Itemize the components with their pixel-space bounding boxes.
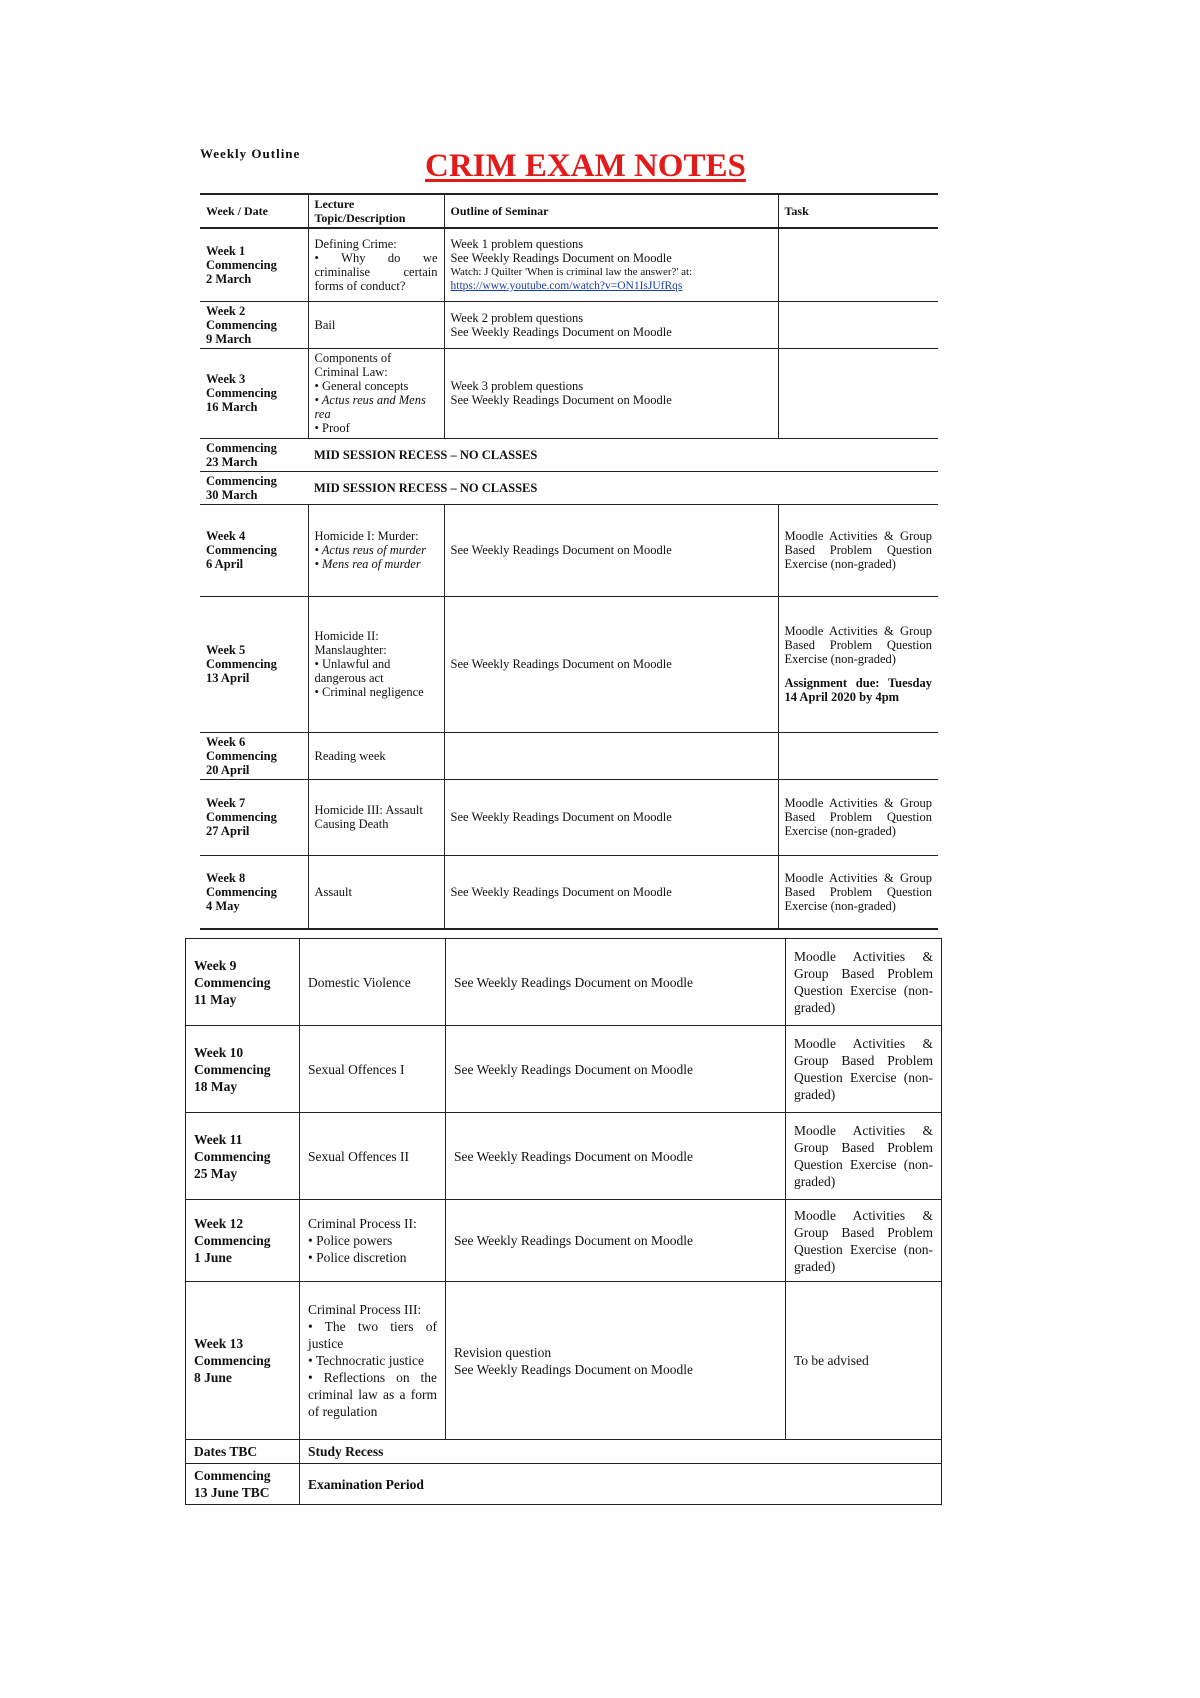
table-row bbox=[186, 1282, 942, 1440]
schedule-table-part1 bbox=[200, 193, 938, 930]
lecture-cell bbox=[300, 1200, 446, 1282]
commencing-label: Commencing bbox=[206, 473, 277, 488]
week-date: 16 March bbox=[206, 400, 258, 414]
lecture-line: Homicide I: Murder: bbox=[314, 529, 419, 543]
week-date: 20 April bbox=[206, 762, 250, 777]
lecture-line: • Police discretion bbox=[308, 1250, 407, 1265]
lecture-line: Homicide II: Manslaughter: bbox=[314, 629, 387, 657]
seminar-line: Revision question bbox=[454, 1344, 552, 1360]
commencing-label: Commencing bbox=[194, 1233, 271, 1248]
seminar-line: Week 1 problem questions bbox=[450, 236, 584, 251]
commencing-label: Commencing bbox=[206, 257, 277, 272]
week-cell bbox=[200, 779, 308, 855]
lecture-line: • The two tiers of justice bbox=[308, 1319, 437, 1351]
week-cell bbox=[200, 596, 308, 732]
task-cell: To be advised bbox=[786, 1282, 942, 1440]
seminar-cell: See Weekly Readings Document on Moodle bbox=[446, 1026, 786, 1113]
week-date: 18 May bbox=[194, 1078, 238, 1094]
lecture-line: Criminal Process III: bbox=[308, 1302, 422, 1317]
assignment-due: Assignment due: Tuesday 14 April 2020 by 4pm bbox=[784, 676, 932, 704]
column-header: Task bbox=[778, 194, 938, 228]
week-date: 25 May bbox=[194, 1165, 238, 1181]
examination-period-note: Examination Period bbox=[300, 1464, 942, 1505]
week-date: 11 May bbox=[194, 991, 237, 1007]
seminar-cell: See Weekly Readings Document on Moodle bbox=[444, 596, 778, 732]
week-label: Week 6 bbox=[206, 734, 246, 749]
lecture-line: • Police powers bbox=[308, 1233, 393, 1248]
week-cell bbox=[186, 1026, 300, 1113]
lecture-cell bbox=[308, 504, 444, 596]
page-title: CRIM EXAM NOTES bbox=[425, 148, 746, 184]
task-cell: Moodle Activities & Group Based Problem Question Exercise (non-graded) bbox=[778, 504, 938, 596]
seminar-line: See Weekly Readings Document on Moodle bbox=[450, 250, 672, 265]
week-label: Week 8 bbox=[206, 870, 246, 885]
commencing-label: Commencing bbox=[206, 440, 277, 455]
week-label: Week 9 bbox=[194, 957, 237, 973]
task-cell: Moodle Activities & Group Based Problem Question Exercise (non-graded) bbox=[786, 1026, 942, 1113]
seminar-line: Week 2 problem questions bbox=[450, 310, 584, 325]
week-label: Week 10 bbox=[194, 1044, 244, 1060]
week-cell bbox=[200, 471, 308, 504]
lecture-line: • Why do we criminalise certain forms of conduct? bbox=[314, 250, 438, 293]
week-cell bbox=[186, 939, 300, 1026]
week-cell bbox=[200, 228, 308, 301]
week-date: 23 March bbox=[206, 454, 258, 469]
week-label: Week 13 bbox=[194, 1336, 244, 1351]
commencing-label: Commencing bbox=[206, 317, 277, 332]
week-cell: Dates TBC bbox=[186, 1440, 300, 1464]
task-cell bbox=[778, 348, 938, 438]
lecture-cell bbox=[308, 348, 444, 438]
study-recess-note: Study Recess bbox=[300, 1440, 942, 1464]
lecture-cell bbox=[308, 228, 444, 301]
week-label: Week 12 bbox=[194, 1216, 244, 1231]
commencing-label: Commencing bbox=[194, 1468, 271, 1483]
week-label: Week 5 bbox=[206, 643, 246, 657]
commencing-label: Commencing bbox=[206, 810, 277, 824]
column-header: Lecture Topic/Description bbox=[308, 194, 444, 228]
table-row bbox=[186, 1026, 942, 1113]
seminar-cell: See Weekly Readings Document on Moodle bbox=[444, 855, 778, 929]
task-cell: Moodle Activities & Group Based Problem Question Exercise (non-graded) bbox=[786, 1113, 942, 1200]
lecture-line: Components of Criminal Law: bbox=[314, 351, 392, 379]
seminar-line: See Weekly Readings Document on Moodle bbox=[454, 1361, 693, 1377]
table-row bbox=[200, 438, 938, 471]
lecture-line: Criminal Process II: bbox=[308, 1216, 417, 1231]
table-row bbox=[200, 596, 938, 732]
schedule-table-part2 bbox=[185, 938, 942, 1505]
task-cell bbox=[778, 732, 938, 779]
task-cell: Moodle Activities & Group Based Problem Question Exercise (non-graded) bbox=[778, 855, 938, 929]
commencing-label: Commencing bbox=[194, 974, 271, 990]
lecture-line: • Actus reus and Mens rea bbox=[314, 393, 426, 421]
week-date: 8 June bbox=[194, 1370, 232, 1385]
seminar-cell: See Weekly Readings Document on Moodle bbox=[446, 1200, 786, 1282]
lecture-cell: Bail bbox=[308, 301, 444, 348]
table-row bbox=[200, 228, 938, 301]
column-header: Outline of Seminar bbox=[444, 194, 778, 228]
commencing-label: Commencing bbox=[194, 1061, 271, 1077]
table-row bbox=[186, 1464, 942, 1505]
lecture-line: • Technocratic justice bbox=[308, 1353, 424, 1368]
lecture-line: • Unlawful and dangerous act bbox=[314, 657, 391, 685]
lecture-cell: Sexual Offences II bbox=[300, 1113, 446, 1200]
lecture-cell: Domestic Violence bbox=[300, 939, 446, 1026]
table-header-row bbox=[200, 194, 938, 228]
week-cell bbox=[200, 732, 308, 779]
task-cell bbox=[778, 596, 938, 732]
task-cell bbox=[778, 301, 938, 348]
week-cell bbox=[200, 855, 308, 929]
task-cell bbox=[778, 228, 938, 301]
seminar-line: Watch: J Quilter 'When is criminal law the answer?' at: bbox=[450, 265, 693, 278]
week-date: 13 June TBC bbox=[194, 1485, 270, 1500]
task-cell: Moodle Activities & Group Based Problem Question Exercise (non-graded) bbox=[778, 779, 938, 855]
week-date: 4 May bbox=[206, 898, 240, 913]
week-cell bbox=[200, 438, 308, 471]
seminar-cell: See Weekly Readings Document on Moodle bbox=[444, 779, 778, 855]
youtube-link[interactable]: https://www.youtube.com/watch?v=ON1IsJUfRqs bbox=[450, 279, 683, 292]
commencing-label: Commencing bbox=[206, 386, 277, 400]
lecture-cell bbox=[308, 596, 444, 732]
week-cell bbox=[200, 301, 308, 348]
seminar-cell: See Weekly Readings Document on Moodle bbox=[446, 1113, 786, 1200]
commencing-label: Commencing bbox=[206, 657, 277, 671]
week-label: Week 11 bbox=[194, 1131, 243, 1147]
task-cell: Moodle Activities & Group Based Problem Question Exercise (non-graded) bbox=[786, 1200, 942, 1282]
seminar-cell bbox=[444, 348, 778, 438]
lecture-cell: Sexual Offences I bbox=[300, 1026, 446, 1113]
week-cell bbox=[186, 1282, 300, 1440]
seminar-cell bbox=[446, 1282, 786, 1440]
week-cell bbox=[186, 1113, 300, 1200]
week-label: Week 1 bbox=[206, 243, 246, 258]
seminar-cell: See Weekly Readings Document on Moodle bbox=[444, 504, 778, 596]
lecture-cell: Reading week bbox=[308, 732, 444, 779]
commencing-label: Commencing bbox=[206, 748, 277, 763]
week-date: 2 March bbox=[206, 271, 252, 286]
table-row bbox=[200, 779, 938, 855]
commencing-label: Commencing bbox=[194, 1148, 271, 1164]
table-row bbox=[200, 732, 938, 779]
table-row bbox=[200, 348, 938, 438]
lecture-line: • Proof bbox=[314, 421, 350, 435]
table-row bbox=[200, 301, 938, 348]
week-label: Week 2 bbox=[206, 303, 246, 318]
week-date: 6 April bbox=[206, 557, 244, 571]
table-row bbox=[200, 471, 938, 504]
week-cell bbox=[200, 504, 308, 596]
table-row bbox=[186, 1113, 942, 1200]
lecture-line: • General concepts bbox=[314, 379, 409, 393]
task-cell: Moodle Activities & Group Based Problem Question Exercise (non-graded) bbox=[786, 939, 942, 1026]
commencing-label: Commencing bbox=[206, 884, 277, 899]
lecture-line: • Criminal negligence bbox=[314, 685, 424, 699]
seminar-line: See Weekly Readings Document on Moodle bbox=[450, 393, 672, 407]
lecture-line: • Actus reus of murder bbox=[314, 543, 427, 557]
week-cell bbox=[200, 348, 308, 438]
week-label: Week 4 bbox=[206, 529, 246, 543]
week-date: 30 March bbox=[206, 487, 258, 502]
seminar-line: See Weekly Readings Document on Moodle bbox=[450, 324, 672, 339]
week-cell bbox=[186, 1464, 300, 1505]
week-date: 27 April bbox=[206, 824, 250, 838]
week-date: 9 March bbox=[206, 331, 252, 346]
seminar-cell: See Weekly Readings Document on Moodle bbox=[446, 939, 786, 1026]
table-row bbox=[200, 504, 938, 596]
table-row bbox=[200, 855, 938, 929]
weekly-outline-label: Weekly Outline bbox=[200, 146, 301, 161]
recess-note: MID SESSION RECESS – NO CLASSES bbox=[308, 471, 938, 504]
table-row bbox=[186, 1440, 942, 1464]
column-header: Week / Date bbox=[200, 194, 308, 228]
recess-note: MID SESSION RECESS – NO CLASSES bbox=[308, 438, 938, 471]
lecture-cell: Homicide III: Assault Causing Death bbox=[308, 779, 444, 855]
week-date: 13 April bbox=[206, 671, 250, 685]
lecture-line: • Mens rea of murder bbox=[314, 557, 421, 571]
week-label: Week 3 bbox=[206, 372, 246, 386]
week-cell bbox=[186, 1200, 300, 1282]
lecture-cell: Assault bbox=[308, 855, 444, 929]
week-label: Week 7 bbox=[206, 796, 246, 810]
seminar-line: Week 3 problem questions bbox=[450, 379, 584, 393]
table-row bbox=[186, 939, 942, 1026]
table-row bbox=[186, 1200, 942, 1282]
seminar-cell bbox=[444, 228, 778, 301]
seminar-cell bbox=[444, 301, 778, 348]
lecture-line: Defining Crime: bbox=[314, 236, 397, 251]
lecture-line: • Reflections on the criminal law as a form of regulation bbox=[308, 1370, 437, 1419]
commencing-label: Commencing bbox=[194, 1353, 271, 1368]
seminar-cell bbox=[444, 732, 778, 779]
week-date: 1 June bbox=[194, 1250, 232, 1265]
task-text: Moodle Activities & Group Based Problem Question Exercise (non-graded) bbox=[784, 624, 932, 666]
commencing-label: Commencing bbox=[206, 543, 277, 557]
lecture-cell bbox=[300, 1282, 446, 1440]
